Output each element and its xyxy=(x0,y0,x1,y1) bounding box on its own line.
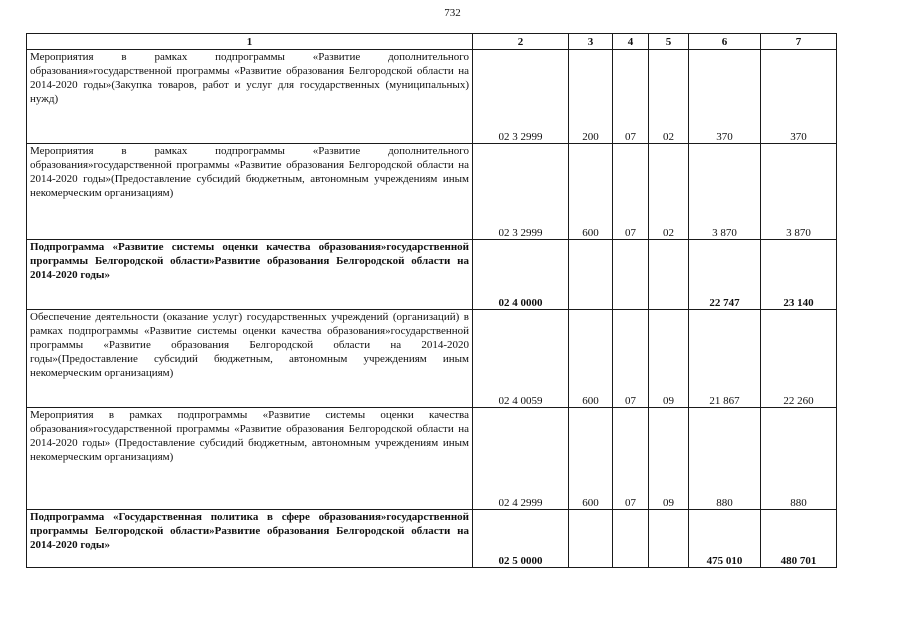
expense-type-code: 600 xyxy=(569,144,613,240)
section-code: 07 xyxy=(613,50,649,144)
table-row xyxy=(27,310,837,408)
row-description: Мероприятия в рамках подпрограммы «Развитие дополнительного образования»государственной программы «Развитие образования Белгородской области на 2014-2020 годы»(Предоставление субсидий бюджетным, автономным учреждениям иным некомерческим организациям) xyxy=(27,144,473,240)
section-code xyxy=(613,510,649,568)
column-header: 1 xyxy=(27,34,473,50)
amount-year-1: 370 xyxy=(689,50,761,144)
subsection-code: 02 xyxy=(649,50,689,144)
column-header: 4 xyxy=(613,34,649,50)
amount-year-2: 22 260 xyxy=(761,310,837,408)
row-description: Мероприятия в рамках подпрограммы «Развитие дополнительного образования»государственной программы «Развитие образования Белгородской области на 2014-2020 годы»(Закупка товаров, работ и услуг для государственных (муниципальных) нужд) xyxy=(27,50,473,144)
subsection-code: 02 xyxy=(649,144,689,240)
row-description: Подпрограмма «Государственная политика в сфере образования»государственной программы Белгородской области»Развитие образования Белгородской области на 2014-2020 годы» xyxy=(27,510,473,568)
column-header: 6 xyxy=(689,34,761,50)
target-article-code: 02 5 0000 xyxy=(473,510,569,568)
amount-year-2: 370 xyxy=(761,50,837,144)
column-header: 2 xyxy=(473,34,569,50)
amount-year-2: 3 870 xyxy=(761,144,837,240)
section-code: 07 xyxy=(613,310,649,408)
column-header: 3 xyxy=(569,34,613,50)
amount-year-2: 880 xyxy=(761,408,837,510)
table-row xyxy=(27,50,837,144)
target-article-code: 02 4 2999 xyxy=(473,408,569,510)
subsection-code xyxy=(649,240,689,310)
amount-year-2: 23 140 xyxy=(761,240,837,310)
target-article-code: 02 4 0000 xyxy=(473,240,569,310)
table-row xyxy=(27,408,837,510)
target-article-code: 02 3 2999 xyxy=(473,144,569,240)
table-header-row xyxy=(27,34,837,50)
amount-year-1: 880 xyxy=(689,408,761,510)
amount-year-1: 21 867 xyxy=(689,310,761,408)
expense-type-code xyxy=(569,240,613,310)
expense-type-code: 600 xyxy=(569,408,613,510)
amount-year-1: 475 010 xyxy=(689,510,761,568)
amount-year-1: 22 747 xyxy=(689,240,761,310)
expense-type-code: 600 xyxy=(569,310,613,408)
table-row xyxy=(27,240,837,310)
target-article-code: 02 4 0059 xyxy=(473,310,569,408)
expense-type-code: 200 xyxy=(569,50,613,144)
table-row xyxy=(27,510,837,568)
target-article-code: 02 3 2999 xyxy=(473,50,569,144)
section-code: 07 xyxy=(613,408,649,510)
subsection-code: 09 xyxy=(649,408,689,510)
column-header: 7 xyxy=(761,34,837,50)
amount-year-1: 3 870 xyxy=(689,144,761,240)
subsection-code xyxy=(649,510,689,568)
subsection-code: 09 xyxy=(649,310,689,408)
row-description: Обеспечение деятельности (оказание услуг) государственных учреждений (организаций) в рамках подпрограммы «Развитие системы оценки качества образования»государственной программы «Развитие образования Белгородской области на 2014-2020 годы»(Предоставление субсидий бюджетным, автономным учреждениям иным некомерческим организациям) xyxy=(27,310,473,408)
amount-year-2: 480 701 xyxy=(761,510,837,568)
table-row xyxy=(27,144,837,240)
column-header: 5 xyxy=(649,34,689,50)
budget-table xyxy=(26,33,837,568)
expense-type-code xyxy=(569,510,613,568)
section-code: 07 xyxy=(613,144,649,240)
page-number: 732 xyxy=(444,7,461,19)
row-description: Мероприятия в рамках подпрограммы «Развитие системы оценки качества образования»государственной программы «Развитие образования Белгородской области на 2014-2020 годы» (Предоставление субсидий бюджетным, автономным учреждениям иным некомерческим организациям) xyxy=(27,408,473,510)
row-description: Подпрограмма «Развитие системы оценки качества образования»государственной программы Белгородской области»Развитие образования Белгородской области на 2014-2020 годы» xyxy=(27,240,473,310)
section-code xyxy=(613,240,649,310)
